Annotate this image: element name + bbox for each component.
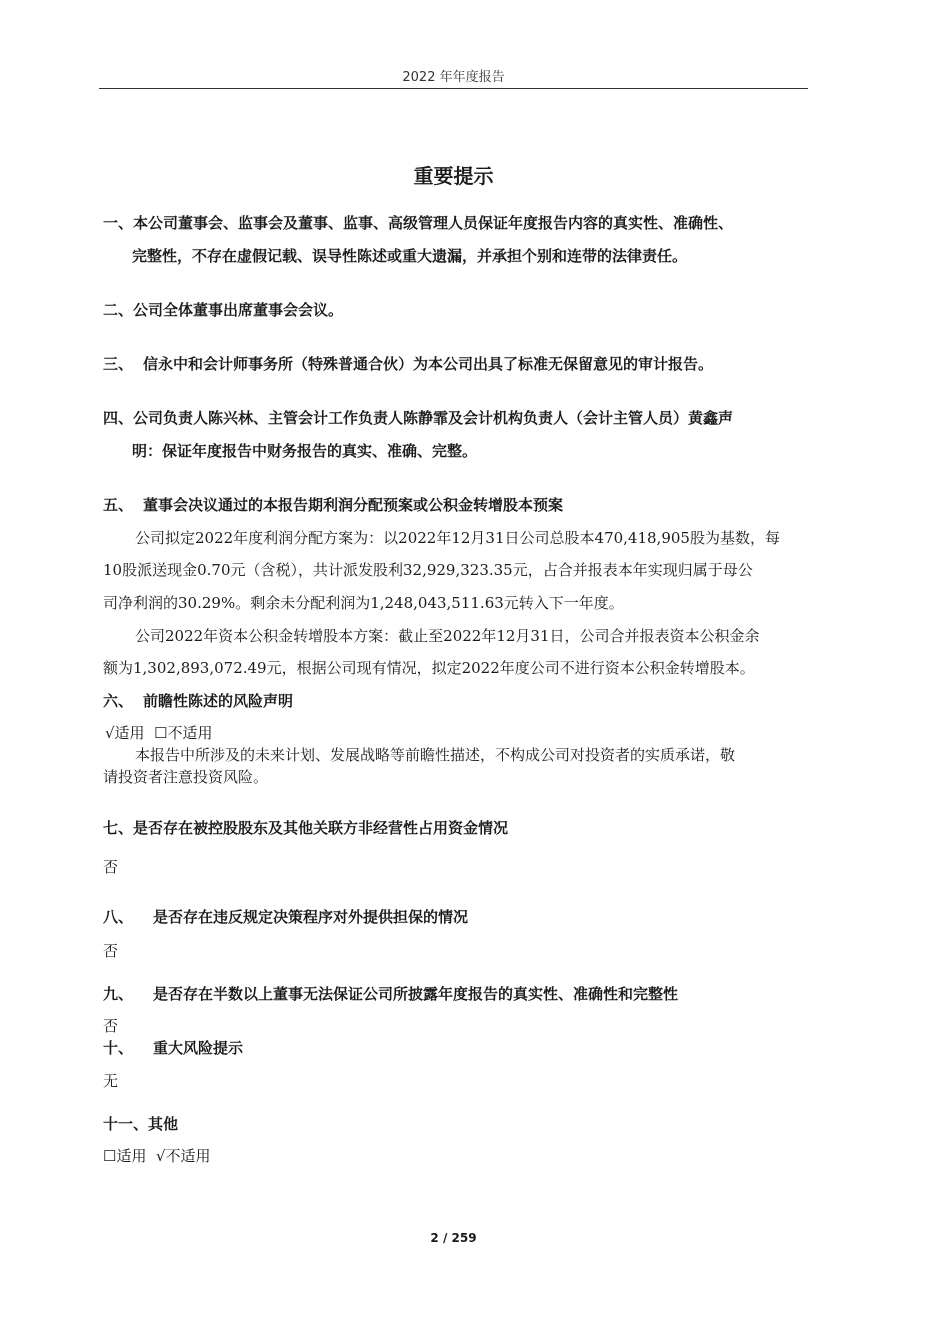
item-5-para-1-line-3: 司净利润的30.29%。剩余未分配利润为1,248,043,511.63元转入下一年度。 [103,594,624,612]
item-8-answer: 否 [103,942,119,960]
not-applicable-unchecked: ☐不适用 [154,724,213,742]
item-3-text: 信永中和会计师事务所（特殊普通合伙）为本公司出具了标准无保留意见的审计报告。 [143,355,714,373]
item-7-heading-text: 是否存在被控股股东及其他关联方非经营性占用资金情况 [133,819,509,837]
item-8-heading [103,906,468,927]
applicable-unchecked: ☐适用 [103,1147,147,1165]
item-4-line-1 [103,407,733,428]
item-5-para-1-line-1: 公司拟定2022年度利润分配方案为：以2022年12月31日公司总股本470,418,905股为基数，每 [135,529,780,547]
item-5-heading [103,494,563,515]
item-11-number: 十一、 [103,1115,149,1133]
header-divider [99,88,808,89]
item-10-heading [103,1037,243,1058]
item-3-number: 三、 [103,355,134,373]
item-5-number: 五、 [103,496,134,514]
item-10-heading-text: 重大风险提示 [153,1039,244,1057]
item-11-applicability [103,1145,211,1166]
item-5-para-2-line-2: 额为1,302,893,072.49元，根据公司现有情况，拟定2022年度公司不进行资本公积金转增股本。 [103,659,755,677]
item-2-number: 二、 [103,301,134,319]
applicable-checked: √适用 [105,724,145,742]
item-8-number: 八、 [103,908,134,926]
item-4-text-1: 公司负责人陈兴林、主管会计工作负责人陈静霏及会计机构负责人（会计主管人员）黄鑫声 [133,409,734,427]
item-3 [103,353,713,374]
item-5-heading-text: 董事会决议通过的本报告期利润分配预案或公积金转增股本预案 [143,496,564,514]
item-4-line-2: 明：保证年度报告中财务报告的真实、准确、完整。 [132,442,478,460]
item-10-answer: 无 [103,1072,119,1090]
item-1-text-1: 本公司董事会、监事会及董事、监事、高级管理人员保证年度报告内容的真实性、准确性、 [133,214,734,232]
item-1-number: 一、 [103,214,134,232]
not-applicable-checked: √不适用 [156,1147,211,1165]
item-6-heading-text: 前瞻性陈述的风险声明 [143,692,294,710]
item-7-number: 七、 [103,819,134,837]
item-11-heading-text: 其他 [148,1115,179,1133]
item-9-heading-text: 是否存在半数以上董事无法保证公司所披露年度报告的真实性、准确性和完整性 [153,985,679,1003]
item-1-line-2: 完整性，不存在虚假记载、误导性陈述或重大遗漏，并承担个别和连带的法律责任。 [132,247,688,265]
item-11-heading [103,1113,178,1134]
item-1-line-1 [103,212,733,233]
item-7-heading [103,817,508,838]
item-2 [103,299,343,320]
page-title: 重要提示 [413,164,494,188]
item-10-number: 十、 [103,1039,134,1057]
item-9-answer: 否 [103,1017,119,1035]
item-5-para-2-line-1: 公司2022年资本公积金转增股本方案：截止至2022年12月31日，公司合并报表资本公积金余 [135,627,760,645]
item-6-heading [103,690,293,711]
item-6-text-line-1: 本报告中所涉及的未来计划、发展战略等前瞻性描述，不构成公司对投资者的实质承诺，敬 [135,746,736,764]
item-8-heading-text: 是否存在违反规定决策程序对外提供担保的情况 [153,908,469,926]
item-6-applicability [105,722,213,743]
item-9-heading [103,983,678,1004]
page-number: 2 / 259 [430,1231,477,1245]
item-4-number: 四、 [103,409,134,427]
item-5-para-1-line-2: 10股派送现金0.70元（含税），共计派发股利32,929,323.35元，占合并报表本年实现归属于母公 [103,561,753,579]
item-2-text: 公司全体董事出席董事会会议。 [133,301,344,319]
running-header: 2022 年年度报告 [402,70,505,85]
item-6-text-line-2: 请投资者注意投资风险。 [103,768,269,786]
item-7-answer: 否 [103,858,119,876]
item-6-number: 六、 [103,692,134,710]
item-9-number: 九、 [103,985,134,1003]
